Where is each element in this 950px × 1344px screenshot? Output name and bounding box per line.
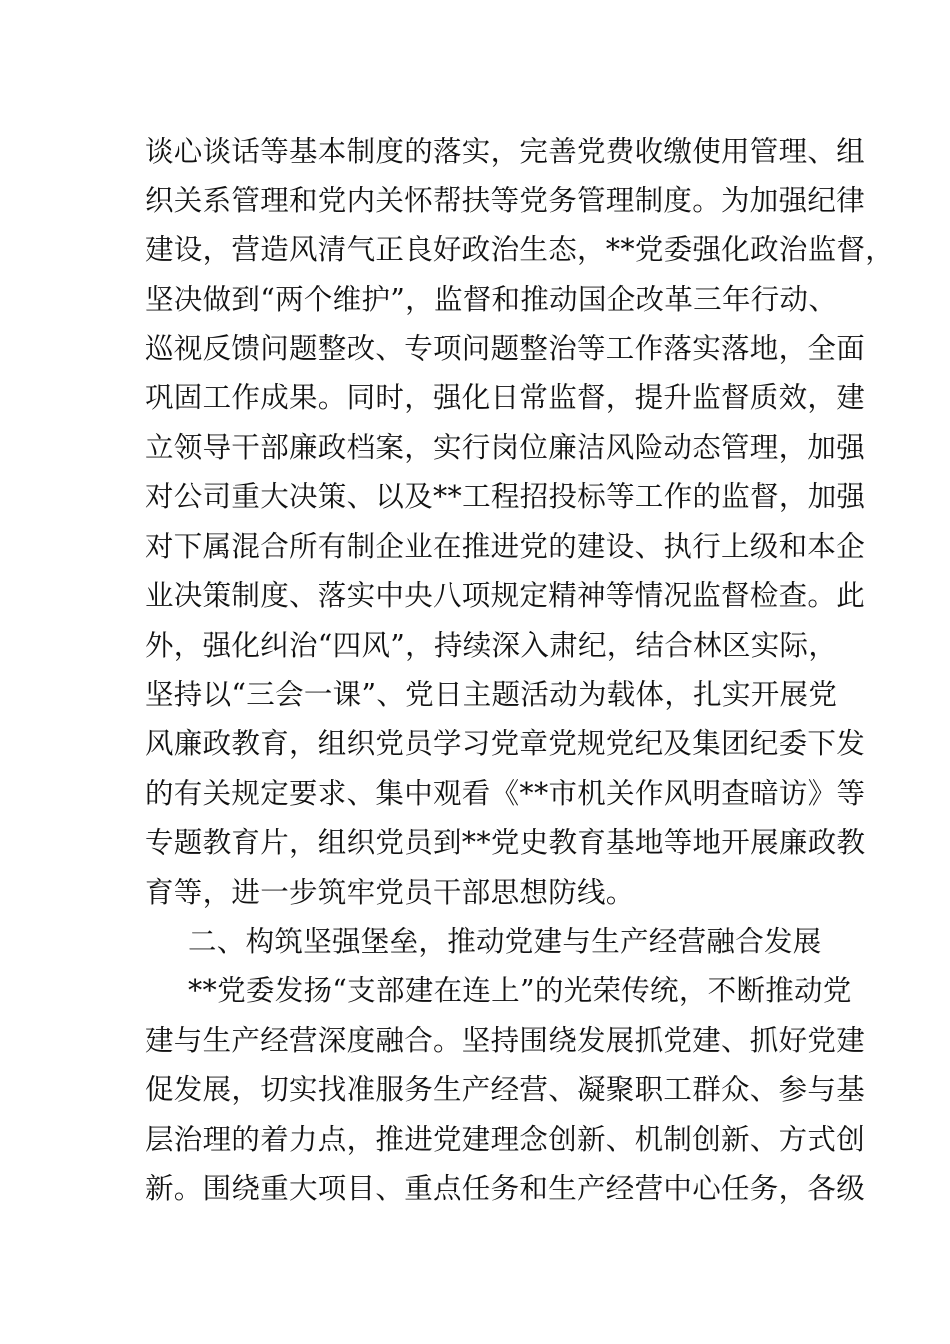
paragraph-2-line-2: 建与生产经营深度融合。坚持围绕发展抓党建、抓好党建 [145, 1024, 866, 1057]
paragraph-1-line-7: 立领导干部廉政档案，实行岗位廉洁风险动态管理，加强 [145, 431, 866, 464]
section-heading-2: 二、构筑坚强堡垒，推动党建与生产经营融合发展 [188, 925, 822, 958]
paragraph-1-line-10: 业决策制度、落实中央八项规定精神等情况监督检查。此 [145, 579, 866, 612]
paragraph-1-line-16: 育等，进一步筑牢党员干部思想防线。 [145, 876, 635, 909]
paragraph-1-line-9: 对下属混合所有制企业在推进党的建设、执行上级和本企 [145, 530, 866, 563]
paragraph-1-line-11: 外，强化纠治“四风”，持续深入肃纪，结合林区实际， [145, 629, 838, 662]
paragraph-1-line-13: 风廉政教育，组织党员学习党章党规党纪及集团纪委下发 [145, 727, 866, 760]
paragraph-1-line-5: 巡视反馈问题整改、专项问题整治等工作落实落地，全面 [145, 332, 866, 365]
paragraph-1-line-4: 坚决做到“两个维护”，监督和推动国企改革三年行动、 [145, 283, 838, 316]
paragraph-1-line-1: 谈心谈话等基本制度的落实，完善党费收缴使用管理、组 [145, 135, 866, 168]
paragraph-2-line-1: **党委发扬“支部建在连上”的光荣传统，不断推动党 [188, 974, 852, 1007]
paragraph-1-line-12: 坚持以“三会一课”、党日主题活动为载体，扎实开展党 [145, 678, 838, 711]
paragraph-2-line-5: 新。围绕重大项目、重点任务和生产经营中心任务，各级 [145, 1172, 866, 1205]
paragraph-2-line-3: 促发展，切实找准服务生产经营、凝聚职工群众、参与基 [145, 1073, 866, 1106]
paragraph-1-line-15: 专题教育片，组织党员到**党史教育基地等地开展廉政教 [145, 826, 866, 859]
paragraph-1-line-3: 建设，营造风清气正良好政治生态，**党委强化政治监督， [145, 233, 895, 266]
paragraph-1-line-2: 织关系管理和党内关怀帮扶等党务管理制度。为加强纪律 [145, 184, 866, 217]
paragraph-1-line-14: 的有关规定要求、集中观看《**市机关作风明查暗访》等 [145, 777, 866, 810]
paragraph-1-line-8: 对公司重大决策、以及**工程招投标等工作的监督，加强 [145, 480, 866, 513]
paragraph-1-line-6: 巩固工作成果。同时，强化日常监督，提升监督质效，建 [145, 381, 866, 414]
paragraph-2-line-4: 层治理的着力点，推进党建理念创新、机制创新、方式创 [145, 1123, 866, 1156]
